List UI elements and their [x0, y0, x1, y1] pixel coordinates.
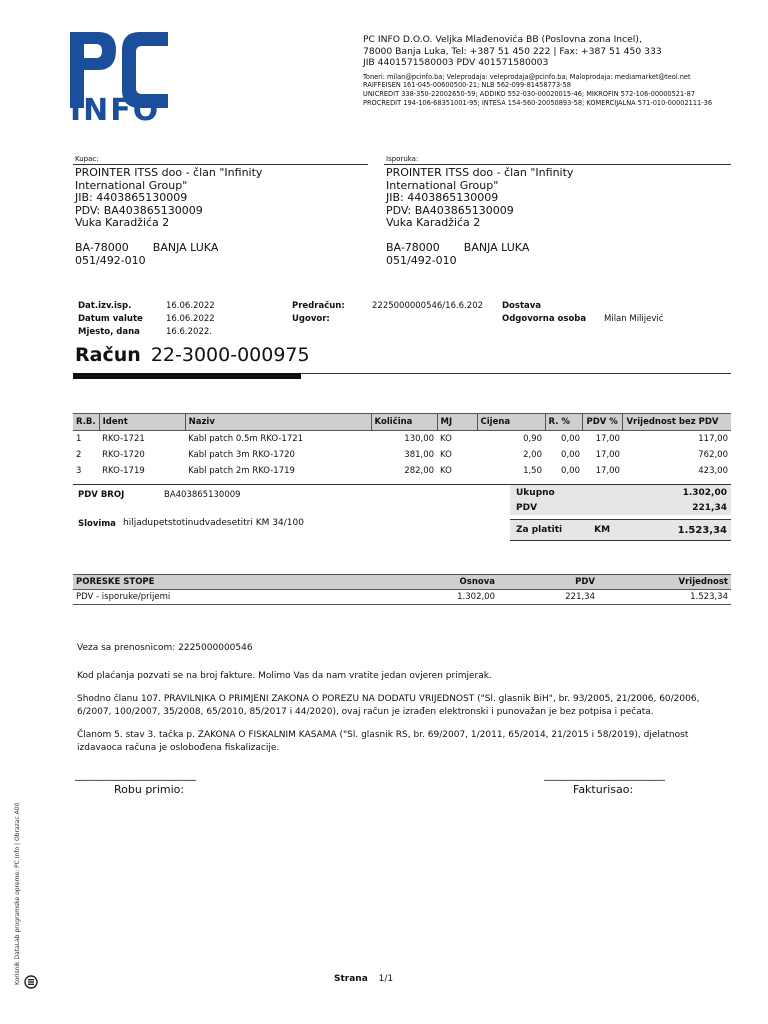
table-row	[73, 447, 731, 463]
logo-wordmark	[70, 93, 161, 128]
received-by-label: Robu primio:	[114, 783, 185, 796]
cell: 0,00	[561, 466, 580, 476]
cell: 0,00	[561, 450, 580, 460]
cell: 17,00	[595, 434, 620, 444]
subtotal-value: 1.302,00	[682, 487, 727, 498]
divider	[73, 164, 368, 165]
delivery-line: JIB: 4403865130009	[386, 191, 499, 205]
col-header: Osnova	[343, 575, 498, 590]
cell: Kabl patch 0.5m RKO-1721	[188, 434, 304, 444]
page-label: Strana	[334, 974, 368, 984]
amount-words-value: hiljadupetstotinudvadesetitri KM 34/100	[123, 518, 304, 528]
due-date-label: Datum valute	[78, 313, 143, 324]
software-note: Korisnik DataLab programske opreme: PC Info | Obrazac A00	[14, 802, 21, 985]
currency-label: KM	[594, 525, 611, 535]
meta-labels-left	[78, 300, 143, 338]
col-header: PORESKE STOPE	[73, 575, 343, 590]
due-date-value: 16.06.2022	[166, 313, 215, 324]
meta-labels-right	[502, 300, 586, 326]
cell: 2,00	[523, 450, 542, 460]
buyer-city-name: BANJA LUKA	[152, 240, 219, 254]
issue-date-value: 16.06.2022	[166, 301, 215, 311]
total-due-row	[510, 520, 731, 541]
cell: RKO-1719	[102, 466, 145, 476]
buyer-line: International Group"	[75, 178, 188, 192]
delivery-block	[386, 167, 573, 267]
cell: 1.302,00	[343, 590, 498, 605]
delivery-line: PROINTER ITSS doo - član "Infinity	[386, 166, 574, 179]
delivery-note-reference: Veza sa prenosnicom: 2225000000546	[77, 643, 253, 653]
buyer-city	[75, 242, 262, 255]
cell: 762,00	[698, 450, 728, 460]
amount-words-label	[78, 518, 116, 531]
company-bank-line: UNICREDIT 338-350-22002650-59; ADDIKO 552-030-00020015-46; MIKROFIN 572-106-00000521-87	[363, 89, 695, 98]
meta-labels-mid	[292, 300, 345, 326]
cell: KO	[440, 466, 452, 476]
buyer-line: JIB: 4403865130009	[75, 191, 188, 205]
page-number: 1/1	[378, 974, 394, 984]
vat-row	[510, 500, 731, 515]
company-bank-line: PROCREDIT 194-106-68351001-95; INTESA 154-560-20050893-58; KOMERCIJALNA 571-010-00002111-36	[363, 98, 713, 107]
items-header-row	[73, 414, 731, 431]
col-header: R. %	[545, 414, 583, 431]
cell: 1,50	[523, 466, 542, 476]
cell: 381,00	[404, 450, 435, 460]
col-header: Ident	[99, 414, 185, 431]
col-header: R.B.	[73, 414, 99, 431]
place-date-value: 16.6.2022.	[166, 326, 212, 337]
cell: 423,00	[698, 466, 728, 476]
cell: PDV - isporuke/prijemi	[73, 590, 343, 605]
col-header: MJ	[437, 414, 477, 431]
tax-header-row	[73, 575, 731, 590]
vat-number-label-text: PDV BROJ	[78, 490, 125, 500]
fiscal-note: Članom 5. stav 3. tačka p. ZAKONA O FISKALNIM KASAMA ("Sl. glasnik RS, br. 69/2007, 1/2011, 65/2014, 21/2015 i 58/2019), djelatnost izdavaoca računa je oslobođena fiskalizacije.	[77, 730, 689, 753]
logo-info-text: INFO	[70, 93, 161, 128]
cell: 282,00	[404, 466, 435, 476]
table-row	[73, 431, 731, 448]
delivery-method-label: Dostava	[502, 301, 542, 311]
col-header: Količina	[371, 414, 437, 431]
cell: Kabl patch 2m RKO-1719	[188, 466, 295, 476]
divider	[301, 373, 731, 374]
total-due-value: 1.523,34	[677, 524, 727, 536]
cell: 2	[76, 450, 82, 460]
delivery-line: Vuka Karadžića 2	[386, 216, 481, 230]
delivery-phone: 051/492-010	[386, 253, 457, 267]
proforma-value: 2225000000546/16.6.202	[372, 301, 484, 311]
total-due-label: Za platiti	[516, 525, 563, 535]
signature-line: ______________________	[544, 768, 665, 781]
subtotal-label: Ukupno	[516, 487, 555, 498]
cell: 221,34	[498, 590, 598, 605]
company-info	[363, 34, 712, 107]
delivery-line: PDV: BA403865130009	[386, 203, 514, 217]
cell: 17,00	[595, 466, 620, 476]
buyer-block	[75, 167, 262, 267]
issued-by-label: Fakturisao:	[573, 783, 634, 796]
delivery-line: International Group"	[386, 178, 499, 192]
responsible-person-label: Odgovorna osoba	[502, 313, 587, 324]
items-table	[73, 413, 731, 479]
company-line: PC INFO D.O.O. Veljka Mlađenovića BB (Poslovna zona Incel),	[363, 34, 642, 45]
cell: 1.523,34	[598, 590, 731, 605]
company-line: JIB 4401571580003 PDV 401571580003	[363, 57, 549, 69]
title-underline	[73, 373, 301, 379]
tax-table	[73, 574, 731, 605]
delivery-postcode: BA-78000	[386, 240, 440, 254]
buyer-label: Kupac:	[75, 155, 99, 163]
meta-values-left	[166, 300, 215, 338]
buyer-line: Vuka Karadžića 2	[75, 216, 170, 230]
place-date-label: Mjesto, dana	[78, 326, 140, 337]
cell: 0,90	[523, 434, 542, 444]
legal-note: Shodno članu 107. PRAVILNIKA O PRIMJENI ZAKONA O POREZU NA DODATU VRIJEDNOST ("Sl. glasnik BiH", br. 93/2005, 21/2006, 60/2006, 6/2007, 100/2007, 35/2008, 65/2010, 85/2017 i 44/2020), ovaj račun je izrađen elektronski i punovažan je bez potpisa i pečata.	[77, 694, 700, 717]
payment-note: Kod plaćanja pozvati se na broj fakture. Molimo Vas da nam vratite jedan ovjeren primjerak.	[77, 671, 492, 681]
vat-label: PDV	[516, 502, 538, 513]
cell: KO	[440, 434, 452, 444]
company-contact-line: Toneri: milan@pcinfo.ba; Veleprodaja: veleprodaja@pcinfo.ba; Maloprodaja: mediamarket@teol.net	[363, 72, 691, 81]
cell: 1	[76, 434, 82, 444]
cell: KO	[440, 450, 452, 460]
vat-number-label	[78, 489, 124, 502]
page-indicator	[334, 974, 393, 984]
contract-label: Ugovor:	[292, 313, 330, 324]
buyer-postcode: BA-78000	[75, 240, 129, 254]
cell: 3	[76, 466, 82, 476]
datalab-logo-icon	[24, 975, 38, 989]
company-line: 78000 Banja Luka, Tel: +387 51 450 222 | Fax: +387 51 450 333	[363, 45, 662, 57]
invoice-title	[75, 344, 310, 366]
signature-line: ______________________	[75, 768, 196, 781]
amount-words-label-text: Slovima	[78, 519, 116, 529]
cell: 0,00	[561, 434, 580, 444]
cell: 130,00	[404, 434, 435, 444]
cell: 117,00	[698, 434, 728, 444]
proforma-label: Predračun:	[292, 301, 345, 311]
col-header: Cijena	[477, 414, 545, 431]
responsible-person-value: Milan Milijević	[604, 313, 664, 324]
issue-date-label: Dat.izv.isp.	[78, 301, 132, 311]
delivery-city	[386, 242, 573, 255]
delivery-label: Isporuka:	[386, 155, 419, 163]
cell: 17,00	[595, 450, 620, 460]
cell: Kabl patch 3m RKO-1720	[188, 450, 295, 460]
cell: RKO-1721	[102, 434, 145, 444]
totals-box	[510, 485, 731, 541]
col-header: Vrijednost	[598, 575, 731, 590]
col-header: Naziv	[185, 414, 371, 431]
subtotal-row	[510, 485, 731, 500]
col-header: PDV %	[583, 414, 623, 431]
company-bank-line: RAIFFEISEN 161-045-00600500-21; NLB 562-099-81458773-58	[363, 81, 571, 90]
invoice-label: Račun	[75, 344, 141, 366]
table-row	[73, 590, 731, 605]
vat-value: 221,34	[692, 502, 727, 513]
delivery-city-name: BANJA LUKA	[463, 240, 530, 254]
vat-number-value: BA403865130009	[164, 490, 241, 500]
buyer-phone: 051/492-010	[75, 253, 146, 267]
buyer-line: PDV: BA403865130009	[75, 203, 203, 217]
divider	[384, 164, 731, 165]
col-header: PDV	[498, 575, 598, 590]
buyer-line: PROINTER ITSS doo - član "Infinity	[75, 166, 263, 179]
cell: RKO-1720	[102, 450, 145, 460]
col-header: Vrijednost bez PDV	[623, 414, 731, 431]
invoice-number: 22-3000-000975	[150, 344, 310, 366]
table-row	[73, 463, 731, 479]
